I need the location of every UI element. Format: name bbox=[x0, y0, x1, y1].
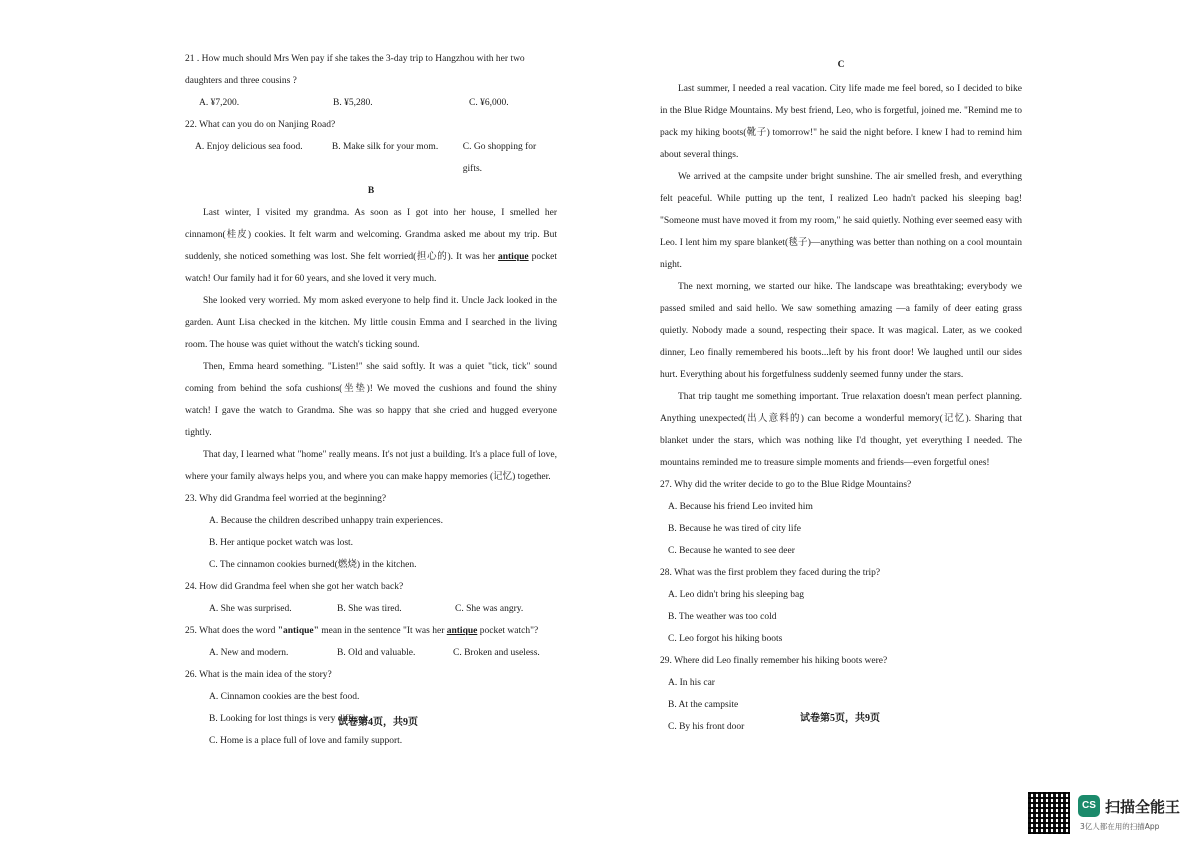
q29-option-c: C. By his front door bbox=[668, 722, 745, 732]
q28-option-b: B. The weather was too cold bbox=[668, 612, 777, 622]
passage-c-paragraph-3: The next morning, we started our hike. The landscape was breathtaking; everybody we passed smiled and said hello. We saw something amazing —a family of deer eating grass quietly. Nobody made a sound, respecting their space. It was magical. Later, as we cooked dinner, Leo finally remembered his boots...left by his front door! We laughed until our sides hurt. Everything about his forgetfulness suddenly seemed funny under the stars. bbox=[660, 282, 1022, 380]
q27-stem: 27. Why did the writer decide to go to the Blue Ridge Mountains? bbox=[660, 480, 912, 490]
q22-option-c: C. Go shopping for gifts. bbox=[462, 142, 537, 174]
q29-option-b: B. At the campsite bbox=[668, 700, 739, 710]
q26-option-c: C. Home is a place full of love and family support. bbox=[209, 736, 403, 746]
q24-option-c: C. She was angry. bbox=[455, 604, 524, 614]
scanner-watermark bbox=[1028, 792, 1183, 834]
q27-option-b: B. Because he was tired of city life bbox=[668, 524, 801, 534]
q24-option-a: A. She was surprised. bbox=[209, 604, 292, 614]
q27-option-c: C. Because he wanted to see deer bbox=[668, 546, 795, 556]
passage-b-paragraph-4: That day, I learned what "home" really means. It's not just a building. It's a place full of love, where your family always helps you, and where you can make happy memories (记忆) together. bbox=[185, 450, 557, 482]
q24-stem: 24. How did Grandma feel when she got her watch back? bbox=[185, 582, 404, 592]
q21-option-c: C. ¥6,000. bbox=[469, 98, 509, 108]
q21-options bbox=[185, 92, 557, 114]
q24-options bbox=[185, 598, 557, 620]
q21-option-b: B. ¥5,280. bbox=[333, 98, 373, 108]
q25-option-b: B. Old and valuable. bbox=[337, 648, 416, 658]
left-page bbox=[185, 48, 557, 752]
q22-option-b: B. Make silk for your mom. bbox=[331, 142, 439, 152]
q23-option-c: C. The cinnamon cookies burned(燃烧) in the kitchen. bbox=[209, 560, 417, 570]
q28-option-c: C. Leo forgot his hiking boots bbox=[668, 634, 783, 644]
passage-b-paragraph-3: Then, Emma heard something. "Listen!" she said softly. It was a quiet "tick, tick" sound coming from behind the sofa cushions(坐垫)! We moved the cushions and found the shiny watch! I gave the watch to Grandma. She was so happy that she cried and hugged everyone tightly. bbox=[185, 362, 557, 438]
passage-b-paragraph-2: She looked very worried. My mom asked everyone to help find it. Uncle Jack looked in the garden. Aunt Lisa checked in the kitchen. My little cousin Emma and I searched in the living room. The house was quiet without the watch's ticking sound. bbox=[185, 296, 557, 350]
q23-stem: 23. Why did Grandma feel worried at the beginning? bbox=[185, 494, 387, 504]
watermark-subtitle: 3亿人都在用的扫描App bbox=[1080, 822, 1160, 831]
q23-option-a: A. Because the children described unhappy train experiences. bbox=[209, 516, 443, 526]
q26-option-a: A. Cinnamon cookies are the best food. bbox=[209, 692, 360, 702]
right-page-footer: 试卷第5页，共9页 bbox=[800, 713, 880, 724]
q26-stem: 26. What is the main idea of the story? bbox=[185, 670, 332, 680]
watermark-brand: 扫描全能王 bbox=[1105, 798, 1181, 816]
q25-stem-after: pocket watch"? bbox=[477, 626, 539, 636]
qr-code-icon bbox=[1028, 792, 1070, 834]
q27-option-a: A. Because his friend Leo invited him bbox=[668, 502, 813, 512]
passage-c-paragraph-1: Last summer, I needed a real vacation. City life made me feel bored, so I decided to bike in the Blue Ridge Mountains. My best friend, Leo, who is forgetful, joined me. "Remind me to pack my hiking boots(靴子) tomorrow!" he said the night before. I knew I had to remind him about several things. bbox=[660, 84, 1022, 160]
q25-option-c: C. Broken and useless. bbox=[453, 648, 540, 658]
q29-option-a: A. In his car bbox=[668, 678, 715, 688]
section-c-title: C bbox=[837, 60, 845, 70]
q28-option-a: A. Leo didn't bring his sleeping bag bbox=[668, 590, 805, 600]
q25-stem-underline: antique bbox=[446, 626, 478, 636]
q28-stem: 28. What was the first problem they faced during the trip? bbox=[660, 568, 881, 578]
right-page bbox=[660, 58, 1022, 738]
passage-b-p1-underline: antique bbox=[497, 252, 529, 262]
q21-stem-line1: 21 . How much should Mrs Wen pay if she takes the 3-day trip to Hangzhou with her two bbox=[185, 54, 525, 64]
q24-option-b: B. She was tired. bbox=[337, 604, 402, 614]
q23-option-b: B. Her antique pocket watch was lost. bbox=[209, 538, 354, 548]
q21-stem-line2: daughters and three cousins ? bbox=[185, 76, 297, 86]
q25-stem-word: "antique" bbox=[277, 626, 319, 636]
q25-stem-before: 25. What does the word bbox=[185, 626, 278, 636]
q25-stem bbox=[185, 620, 557, 642]
camscanner-logo-icon: CS bbox=[1078, 795, 1100, 817]
passage-c-paragraph-4: That trip taught me something important. True relaxation doesn't mean perfect planning. Anything unexpected(出人意料的) can become a wonderful memory(记忆). Sharing that blanket under the stars, which was nothing like I'd thought, yet everything I needed. The mountains reminded me to treasure simple moments and friends—even forgetful ones! bbox=[660, 392, 1022, 468]
q25-option-a: A. New and modern. bbox=[209, 648, 289, 658]
section-b-title: B bbox=[367, 186, 375, 196]
passage-b-p1-before: Last winter, I visited my grandma. As soon as I got into her house, I smelled her cinnamon(桂皮) cookies. It felt warm and welcoming. Grandma asked me about my trip. But suddenly, she noticed something was lost. She felt worried(担心的). It was her bbox=[185, 208, 557, 262]
q21-option-a: A. ¥7,200. bbox=[199, 98, 240, 108]
q22-option-a: A. Enjoy delicious sea food. bbox=[195, 142, 303, 152]
q29-stem: 29. Where did Leo finally remember his hiking boots were? bbox=[660, 656, 888, 666]
q22-options bbox=[185, 136, 557, 180]
left-page-footer: 试卷第4页，共9页 bbox=[338, 717, 418, 728]
q25-stem-mid: mean in the sentence "It was her bbox=[318, 626, 447, 636]
passage-b-paragraph-1 bbox=[185, 202, 557, 290]
passage-b-p1-after: pocket watch! Our family had it for 60 years, and she loved it very much. bbox=[185, 252, 557, 284]
q22-stem: 22. What can you do on Nanjing Road? bbox=[185, 120, 336, 130]
q26-option-b: B. Looking for lost things is very difficult. bbox=[209, 714, 371, 724]
q25-options bbox=[185, 642, 557, 664]
passage-c-paragraph-2: We arrived at the campsite under bright sunshine. The air smelled fresh, and everything felt peaceful. While putting up the tent, I realized Leo hadn't packed his sleeping bag! "Someone must have moved it from my room," he said quietly. Nothing ever seemed easy with Leo. I lent him my spare blanket(毯子)—anything was better than nothing on a cool mountain night. bbox=[660, 172, 1022, 270]
